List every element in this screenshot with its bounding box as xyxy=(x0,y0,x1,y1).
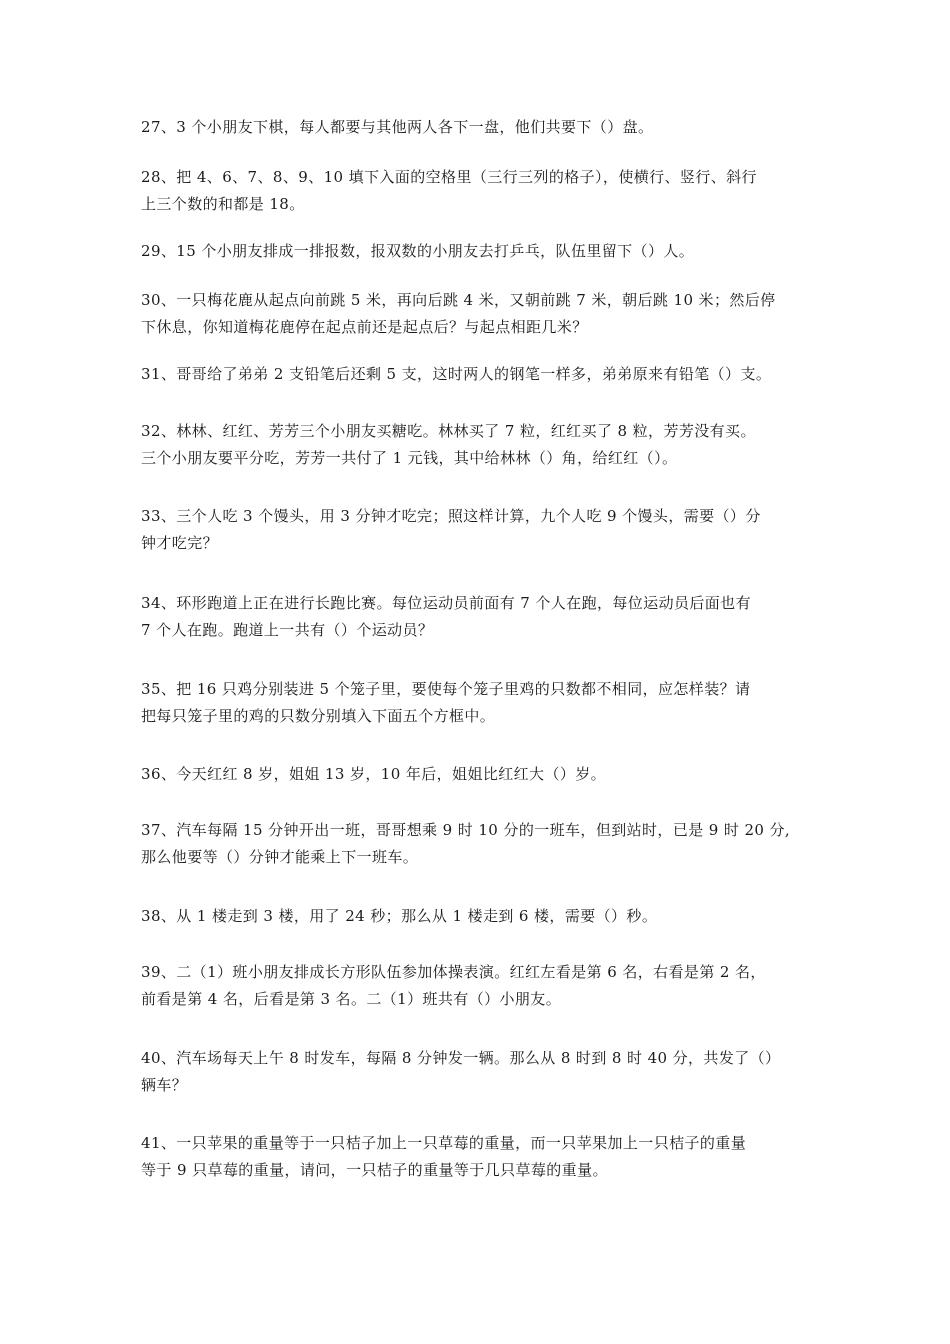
question-32 xyxy=(141,418,821,472)
question-28 xyxy=(141,164,821,218)
question-line: 28、把 4、6、7、8、9、10 填下入面的空格里（三行三列的格子），使横行、竖行、斜行 xyxy=(141,168,757,186)
question-35 xyxy=(141,676,821,730)
question-line: 等于 9 只草莓的重量，请问，一只桔子的重量等于几只草莓的重量。 xyxy=(141,1161,608,1179)
question-line: 33、三个人吃 3 个馒头，用 3 分钟才吃完；照这样计算，九个人吃 9 个馒头，需要（）分 xyxy=(141,507,761,525)
question-27 xyxy=(141,114,821,141)
question-line: 钟才吃完？ xyxy=(141,534,219,552)
question-29 xyxy=(141,238,821,265)
question-line: 上三个数的和都是 18。 xyxy=(141,195,305,213)
question-30 xyxy=(141,287,821,341)
question-line: 32、林林、红红、芳芳三个小朋友买糖吃。林林买了 7 粒，红红买了 8 粒，芳芳没有买。 xyxy=(141,422,756,440)
question-33 xyxy=(141,503,821,557)
question-40 xyxy=(141,1045,821,1099)
question-38 xyxy=(141,903,821,930)
question-line: 把每只笼子里的鸡的只数分别填入下面五个方框中。 xyxy=(141,707,496,725)
question-36 xyxy=(141,761,821,788)
question-line: 27、3 个小朋友下棋，每人都要与其他两人各下一盘，他们共要下（）盘。 xyxy=(141,118,654,136)
question-line: 三个小朋友要平分吃，芳芳一共付了 1 元钱，其中给林林（）角，给红红（）。 xyxy=(141,449,678,467)
question-line: 下休息，你知道梅花鹿停在起点前还是起点后？与起点相距几米？ xyxy=(141,318,588,336)
question-line: 36、今天红红 8 岁，姐姐 13 岁，10 年后，姐姐比红红大（）岁。 xyxy=(141,765,607,783)
question-line: 35、把 16 只鸡分别装进 5 个笼子里，要使每个笼子里鸡的只数都不相同，应怎样装？请 xyxy=(141,680,751,698)
question-line: 7 个人在跑。跑道上一共有（）个运动员？ xyxy=(141,621,434,639)
question-line: 31、哥哥给了弟弟 2 支铅笔后还剩 5 支，这时两人的钢笔一样多，弟弟原来有铅笔（）支。 xyxy=(141,365,772,383)
question-line: 辆车？ xyxy=(141,1076,188,1094)
question-line: 41、一只苹果的重量等于一只桔子加上一只草莓的重量，而一只苹果加上一只桔子的重量 xyxy=(141,1134,747,1152)
question-31 xyxy=(141,361,821,388)
question-line: 38、从 1 楼走到 3 楼，用了 24 秒；那么从 1 楼走到 6 楼，需要（）秒。 xyxy=(141,907,658,925)
question-34 xyxy=(141,590,821,644)
question-39 xyxy=(141,959,821,1013)
question-37 xyxy=(141,817,821,871)
question-line: 那么他要等（）分钟才能乘上下一班车。 xyxy=(141,848,419,866)
question-line: 37、汽车每隔 15 分钟开出一班，哥哥想乘 9 时 10 分的一班车，但到站时，已是 9 时 20 分, xyxy=(141,821,791,839)
question-line: 39、二（1）班小朋友排成长方形队伍参加体操表演。红红左看是第 6 名，右看是第 2 名， xyxy=(141,963,766,981)
question-41 xyxy=(141,1130,821,1184)
question-line: 34、环形跑道上正在进行长跑比赛。每位运动员前面有 7 个人在跑，每位运动员后面也有 xyxy=(141,594,751,612)
question-line: 29、15 个小朋友排成一排报数，报双数的小朋友去打乒乓，队伍里留下（）人。 xyxy=(141,242,695,260)
question-line: 30、一只梅花鹿从起点向前跳 5 米，再向后跳 4 米，又朝前跳 7 米，朝后跳 10 米；然后停 xyxy=(141,291,776,309)
question-line: 40、汽车场每天上午 8 时发车，每隔 8 分钟发一辆。那么从 8 时到 8 时 40 分，共发了（） xyxy=(141,1049,781,1067)
question-line: 前看是第 4 名，后看是第 3 名。二（1）班共有（）小朋友。 xyxy=(141,990,562,1008)
